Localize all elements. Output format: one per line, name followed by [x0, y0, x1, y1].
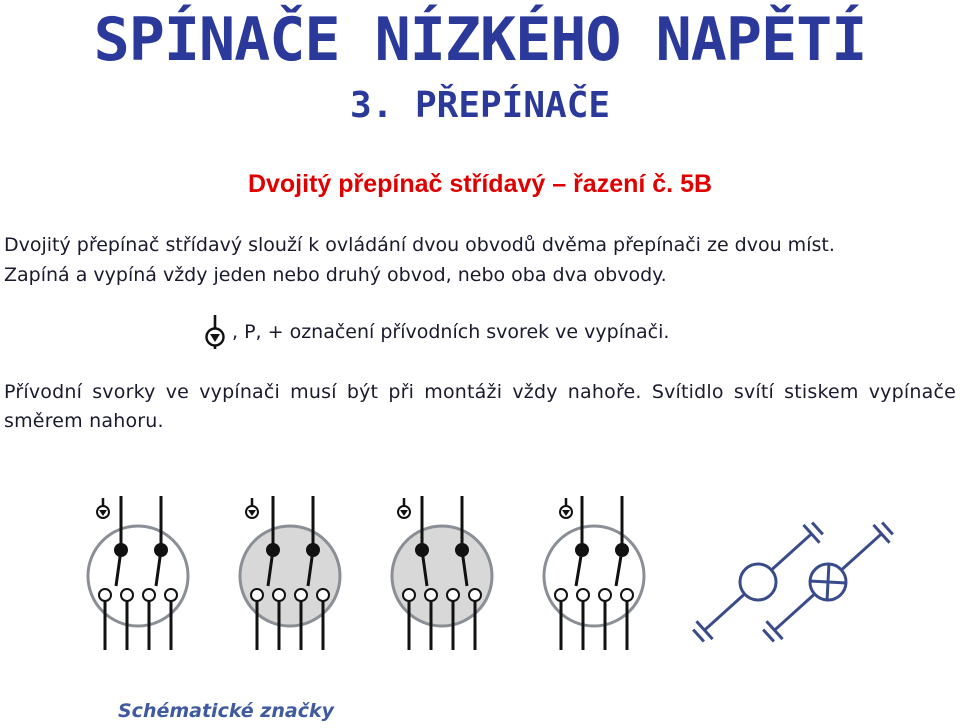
- terminal-note-text: , P, + označení přívodních svorek ve vypínači.: [232, 321, 670, 343]
- terminal-note: [204, 314, 669, 350]
- lamp-symbol-plain: [687, 515, 830, 649]
- supply-terminal-icon: [398, 506, 410, 518]
- paragraph-3: Přívodní svorky ve vypínači musí být při montáži vždy nahoře. Svítidlo svítí stiskem vypínače směrem nahoru.: [4, 381, 956, 432]
- schematic-symbols: [80, 488, 960, 658]
- paragraph-1-line-1: Dvojitý přepínač střídavý slouží k ovládání dvou obvodů dvěma přepínači ze dvou míst.: [4, 234, 835, 256]
- switch-symbol-3: [392, 496, 492, 650]
- switch-symbol-1: [88, 496, 188, 650]
- paragraph-1-line-2: Zapíná a vypíná vždy jeden nebo druhý obvod, nebo oba dva obvody.: [4, 264, 667, 286]
- page-title: SPÍNAČE NÍZKÉHO NAPĚTÍ: [93, 5, 867, 75]
- section-heading: Dvojitý přepínač střídavý – řazení č. 5B: [247, 170, 713, 198]
- switch-symbol-4: [544, 496, 644, 650]
- paragraph-1: [4, 230, 835, 290]
- switch-symbol-2: [240, 496, 340, 650]
- supply-terminal-icon: [204, 315, 226, 349]
- supply-terminal-icon: [97, 506, 109, 518]
- supply-terminal-icon: [246, 506, 258, 518]
- lamp-symbol-crossed: [757, 515, 900, 649]
- supply-terminal-icon: [560, 506, 572, 518]
- page-subtitle: 3. PŘEPÍNAČE: [349, 85, 611, 126]
- figure-caption: Schématické značky: [118, 700, 334, 722]
